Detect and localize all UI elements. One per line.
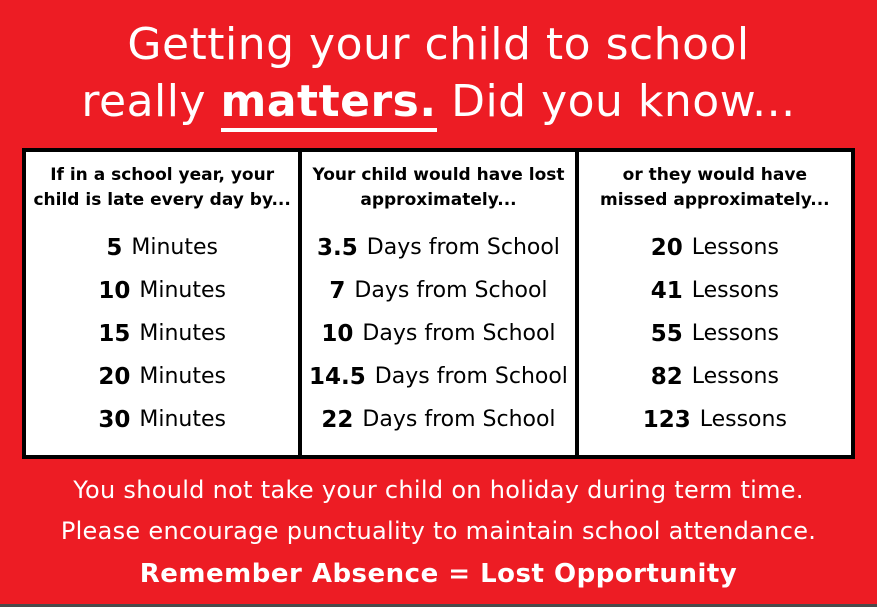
lessons-missed-rows [643,226,787,441]
header-line: approximately... [360,190,517,210]
row-value: 5 [106,234,123,261]
matters-emphasis: matters. [221,76,437,132]
attendance-table [22,148,855,459]
lateness-rows [98,226,226,441]
row-value: 15 [98,320,131,347]
row-value: 55 [650,320,683,347]
days-lost-column [298,152,574,455]
days-lost-column-header [312,163,564,213]
lateness-column [26,152,298,455]
poster-title [0,16,877,130]
row-unit: Days from School [362,321,556,346]
table-row [643,226,787,269]
row-unit: Lessons [699,407,787,432]
header-line: Your child would have lost [312,165,565,185]
title-line-2 [0,73,877,130]
table-row [98,355,226,398]
absence-slogan: Remember Absence = Lost Opportunity [139,559,738,589]
row-value: 30 [98,406,131,433]
days-lost-rows [309,226,568,441]
row-unit: Minutes [139,278,226,303]
row-unit: Minutes [139,321,226,346]
table-row [643,269,787,312]
row-unit: Lessons [691,364,779,389]
table-row [98,269,226,312]
row-unit: Minutes [131,235,218,260]
row-value: 22 [321,406,354,433]
table-row [309,398,568,441]
table-row [98,398,226,441]
poster-footer [0,470,877,596]
row-value: 123 [642,406,691,433]
table-row [643,312,787,355]
row-unit: Minutes [139,407,226,432]
row-unit: Minutes [139,364,226,389]
table-row [98,226,226,269]
title-line2-prefix: really [81,76,221,127]
title-line-1: Getting your child to school [127,19,750,70]
holiday-warning-line: You should not take your child on holiday during term time. [73,476,804,504]
header-line: If in a school year, your [50,165,275,185]
row-unit: Lessons [691,321,779,346]
table-row [309,226,568,269]
table-row [309,312,568,355]
row-unit: Days from School [354,278,548,303]
row-value: 10 [98,277,131,304]
row-value: 10 [321,320,354,347]
row-unit: Days from School [366,235,560,260]
lessons-missed-column-header [600,163,830,213]
lessons-missed-column [575,152,851,455]
row-unit: Lessons [691,278,779,303]
table-row [309,269,568,312]
row-value: 20 [650,234,683,261]
row-value: 20 [98,363,131,390]
row-value: 82 [650,363,683,390]
table-row [309,355,568,398]
row-unit: Lessons [691,235,779,260]
row-unit: Days from School [362,407,556,432]
row-value: 7 [329,277,346,304]
title-line2-suffix: Did you know... [436,76,796,127]
header-line: or they would have [622,165,807,185]
row-unit: Days from School [374,364,568,389]
header-line: missed approximately... [600,190,830,210]
header-line: child is late every day by... [33,190,291,210]
table-row [98,312,226,355]
row-value: 14.5 [309,363,366,390]
punctuality-line: Please encourage punctuality to maintain school attendance. [60,517,817,545]
row-value: 41 [650,277,683,304]
row-value: 3.5 [317,234,358,261]
table-row [643,398,787,441]
lateness-column-header [33,163,290,213]
table-row [643,355,787,398]
